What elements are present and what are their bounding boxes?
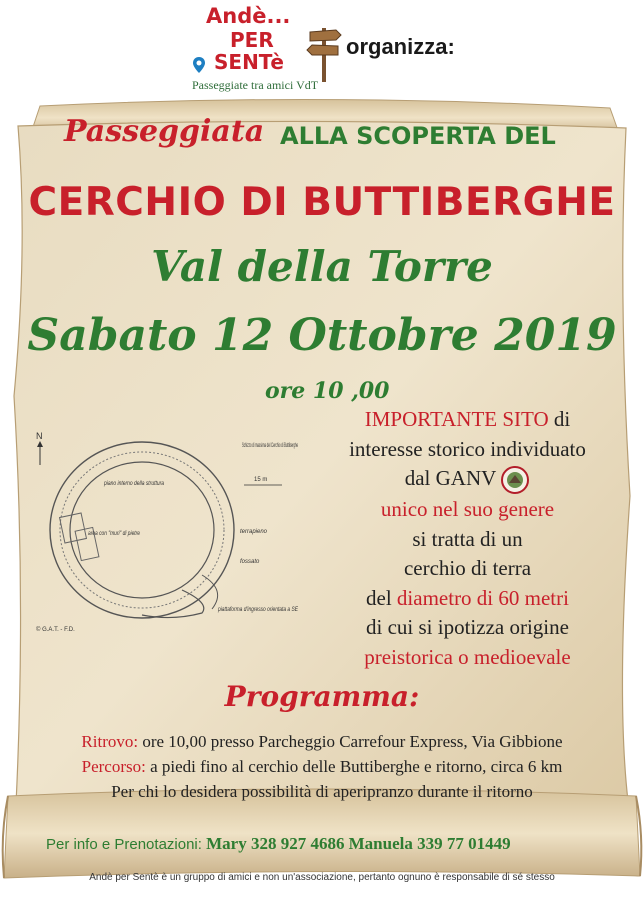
programma-details xyxy=(0,729,644,804)
title-cerchio: CERCHIO DI BUTTIBERGHE xyxy=(28,180,616,225)
label-fossato: fossato xyxy=(240,559,260,565)
sketch-scale: 15 m xyxy=(254,477,268,483)
aperipranzo-text: Per chi lo desidera possibilità di aperipranzo durante il ritorno xyxy=(111,782,533,801)
organizza-label: organizza: xyxy=(346,34,455,59)
sketch-credit: © G.A.T. - F.D. xyxy=(36,627,75,633)
title-passeggiata: Passeggiata xyxy=(64,114,265,149)
logo-line-2: PER xyxy=(230,28,274,52)
sketch-caption: Schizzo di massima del Cerchio di Buttiberghe xyxy=(242,442,299,449)
contact-manuela: Manuela 339 77 01449 xyxy=(348,834,511,853)
logo-tagline: Passeggiate tra amici VdT xyxy=(192,78,319,92)
north-label: N xyxy=(36,431,43,441)
desc-important: IMPORTANTE SITO xyxy=(364,407,549,431)
contact-mary: Mary 328 927 4686 xyxy=(206,834,345,853)
ganv-logo-icon xyxy=(500,465,530,495)
footer-disclaimer: Andè per Sentè è un gruppo di amici e non un'associazione, pertanto ognuno è responsabile di sé stesso xyxy=(89,872,555,883)
logo-line-1: Andè... xyxy=(206,4,291,28)
percorso-text: a piedi fino al cerchio delle Buttiberghe e ritorno, circa 6 km xyxy=(145,757,563,776)
label-terrapieno: terrapieno xyxy=(240,529,268,535)
site-description: IMPORTANTE SITO di interesse storico individuato dal GANV unico nel suo genere si tratta di un cerchio di terra del diametro di 60 metri di cui si ipotizza origine preistorica o medioevale xyxy=(349,407,586,669)
event-place: Val della Torre xyxy=(151,242,493,291)
programma-title: Programma: xyxy=(224,680,420,713)
event-date: Sabato 12 Ottobre 2019 xyxy=(27,310,617,361)
ritrovo-label: Ritrovo: xyxy=(81,732,139,751)
percorso-label: Percorso: xyxy=(81,757,146,776)
label-piattaforma: piattaforma d'ingresso orientata a SE xyxy=(217,607,299,613)
title-alla-scoperta: ALLA SCOPERTA DEL xyxy=(280,122,556,150)
ritrovo-text: ore 10,00 presso Parcheggio Carrefour Express, Via Gibbione xyxy=(138,732,563,751)
event-time: ore 10 ,00 xyxy=(265,378,390,404)
site-sketch-map xyxy=(32,425,302,635)
info-label: Per info e Prenotazioni: xyxy=(46,836,202,853)
logo-line-3: SENTè xyxy=(214,50,284,74)
label-piano-interno: piano interno della struttura xyxy=(103,481,165,487)
label-area-muri: area con "muri" di pietre xyxy=(88,531,141,537)
info-contacts xyxy=(46,834,511,854)
